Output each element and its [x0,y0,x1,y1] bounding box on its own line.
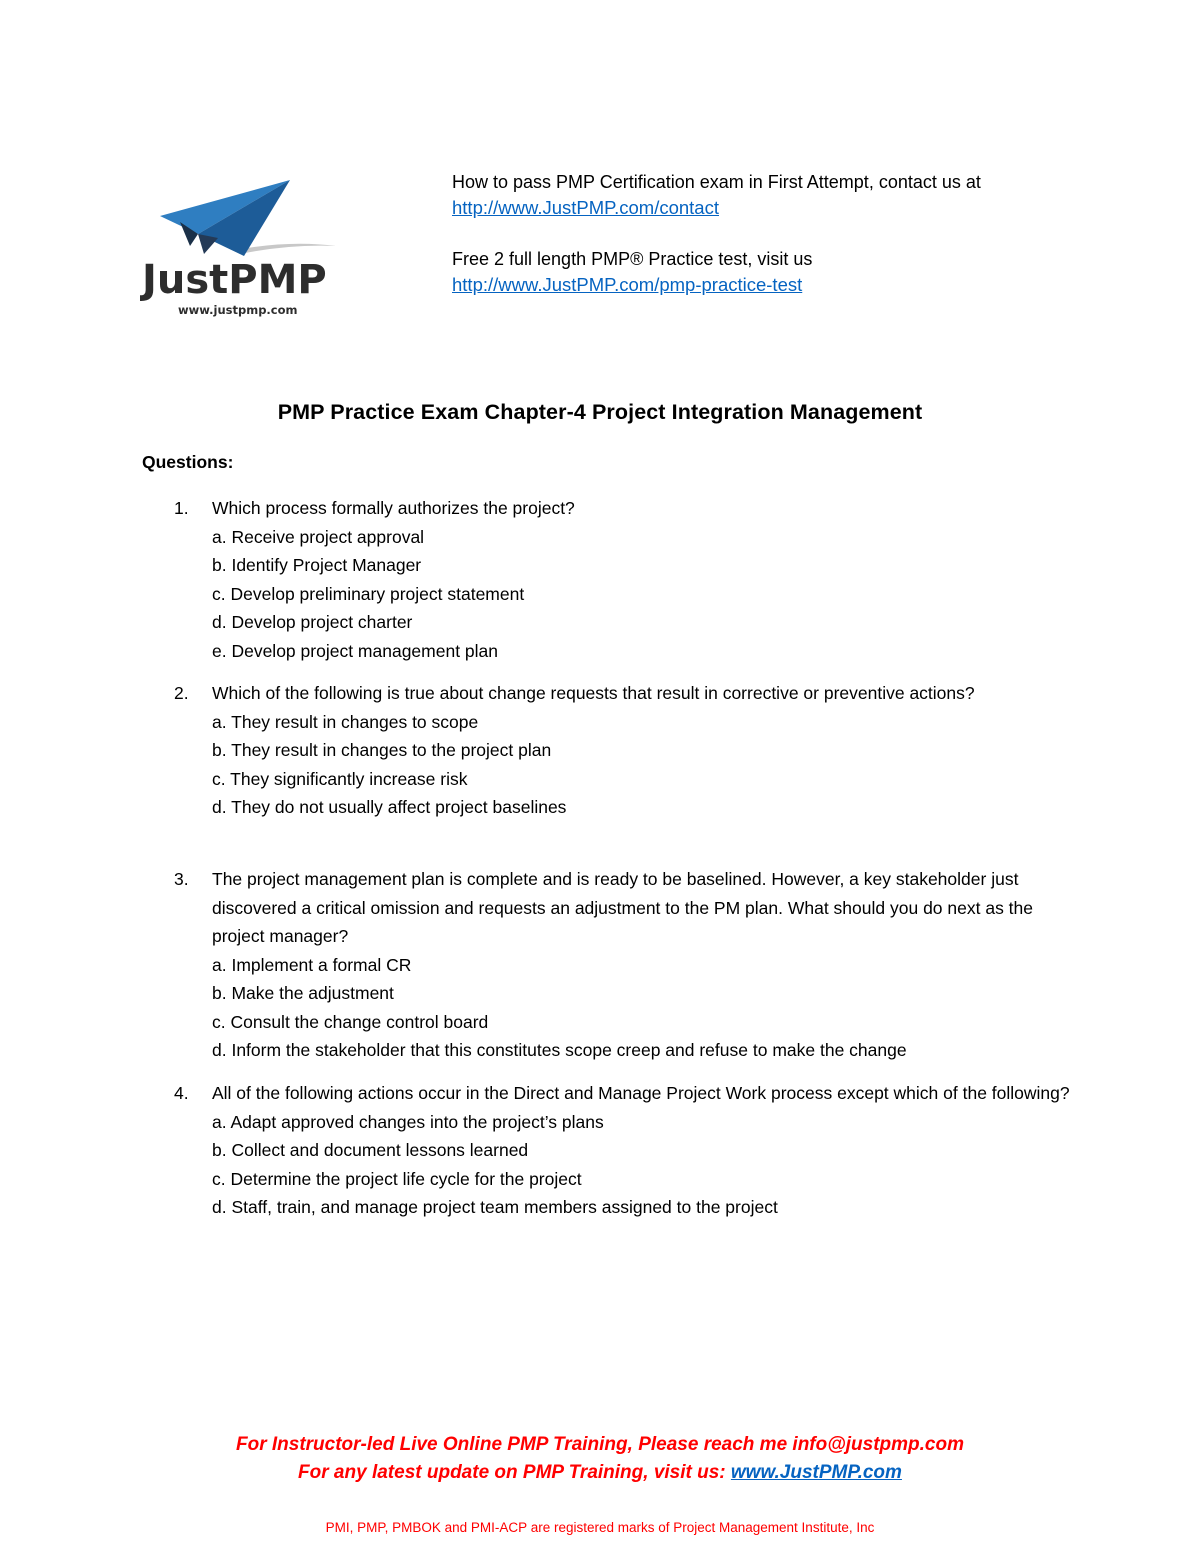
answer-option: b. They result in changes to the project plan [212,740,552,760]
answer-option: a. They result in changes to scope [212,711,479,732]
header-practice-text: Free 2 full length PMP® Practice test, visit us [452,249,813,269]
contact-link[interactable]: http://www.JustPMP.com/contact [452,197,719,218]
question-2 [174,679,1074,822]
answer-option: c. Develop preliminary project statement [212,583,525,604]
answer-option: d. Staff, train, and manage project team members assigned to the project [212,1197,778,1217]
answer-option: b. Identify Project Manager [212,555,422,575]
answer-option: a. Implement a formal CR [212,954,412,975]
answer-option: d. They do not usually affect project baselines [212,797,567,817]
question-number: 3. [174,869,189,889]
page-title: PMP Practice Exam Chapter-4 Project Integration Management [277,400,923,424]
header-promo [452,170,1152,298]
question-stem: Which of the following is true about change requests that result in corrective or preventive actions? [212,683,975,703]
answer-option: a. Receive project approval [212,526,425,547]
question-stem: The project management plan is complete and is ready to be baselined. However, a key stakeholder just discovered a critical omission and requests an adjustment to the PM plan. What should you do next as the project manager? [212,869,1034,946]
answer-option: a. Adapt approved changes into the project’s plans [212,1111,604,1132]
question-4 [174,1079,1074,1222]
question-number: 1. [174,498,189,518]
question-number: 2. [174,683,189,703]
question-number: 4. [174,1083,189,1103]
answer-option: b. Collect and document lessons learned [212,1140,529,1160]
paper-plane-logo-icon [140,172,355,322]
answer-option: c. Consult the change control board [212,1011,489,1032]
question-1 [174,494,1074,665]
answer-option: c. Determine the project life cycle for the project [212,1168,582,1189]
answer-option: d. Develop project charter [212,612,413,632]
footer-update-line [0,1462,1200,1484]
answer-option: d. Inform the stakeholder that this constitutes scope creep and refuse to make the change [212,1040,907,1060]
questions-heading: Questions: [142,452,234,472]
question-stem: Which process formally authorizes the project? [212,498,575,518]
question-3 [174,865,1074,1065]
header-contact-text: How to pass PMP Certification exam in First Attempt, contact us at [452,172,981,192]
footer-training-line: For Instructor-led Live Online PMP Training, Please reach me info@justpmp.com [235,1434,964,1455]
logo-url-text: www.justpmp.com [178,303,298,317]
footer-website-link[interactable]: www.JustPMP.com [730,1462,902,1483]
logo-brand-text: JustPMP [142,257,327,303]
question-stem: All of the following actions occur in the Direct and Manage Project Work process except which of the following? [212,1083,1070,1103]
answer-option: c. They significantly increase risk [212,768,468,789]
footer-update-text: For any latest update on PMP Training, visit us: [298,1462,731,1483]
answer-option: e. Develop project management plan [212,640,499,661]
justpmp-logo [140,172,355,322]
practice-test-link[interactable]: http://www.JustPMP.com/pmp-practice-test [452,274,803,295]
answer-option: b. Make the adjustment [212,983,394,1003]
trademark-note: PMI, PMP, PMBOK and PMI-ACP are registered marks of Project Management Institute, Inc [325,1520,875,1535]
